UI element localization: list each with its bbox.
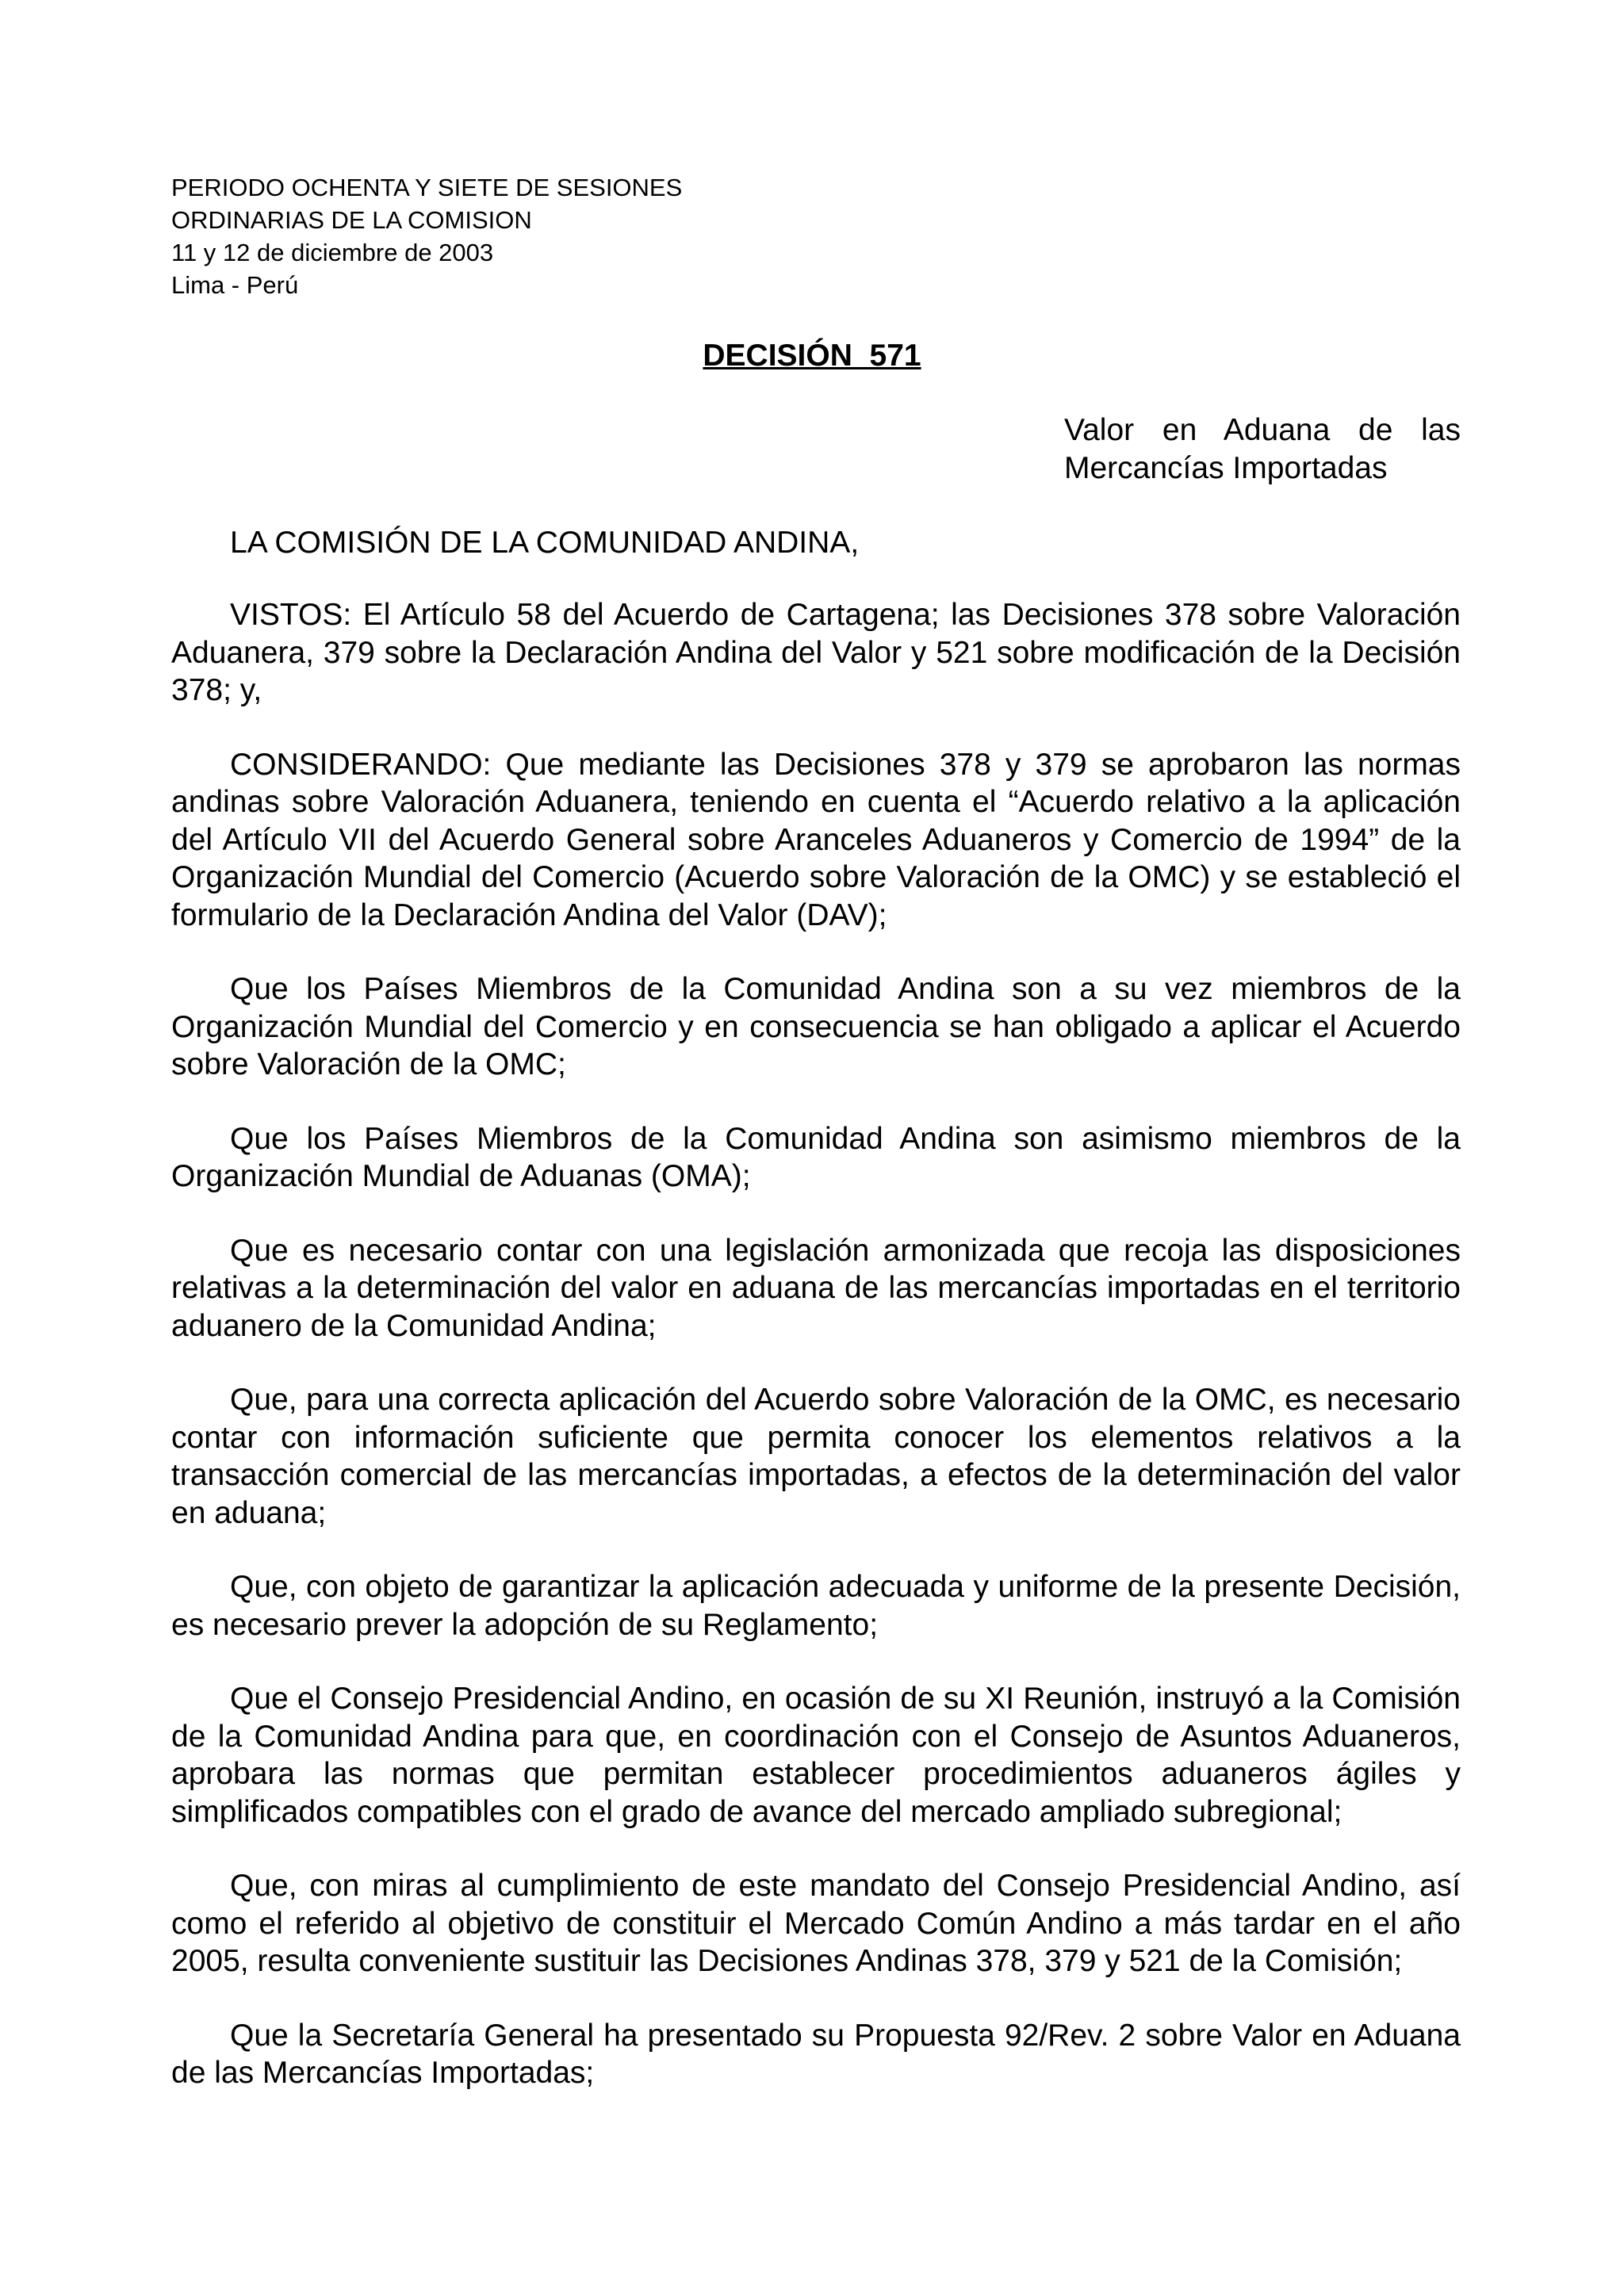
paragraph-information: Que, para una correcta aplicación del Acuerdo sobre Valoración de la OMC, es necesario contar con información suficiente que permita conocer los elementos relativos a la transacción comercial de las mercancías importadas, a efectos de la determinación del valor en aduana;	[171, 1383, 1461, 1530]
decision-subject-line-2: Mercancías Importadas	[1064, 451, 1388, 485]
session-date: 11 y 12 de diciembre de 2003	[171, 239, 494, 266]
paragraph-presidential-council: Que el Consejo Presidencial Andino, en ocasión de su XI Reunión, instruyó a la Comisión de la Comunidad Andina para que, en coordinación con el Consejo de Asuntos Aduaneros, aprobara las normas que permitan establecer procedimientos aduaneros ágiles y simplificados compatibles con el grado de avance del mercado ampliado subregional;	[171, 1682, 1461, 1829]
session-header-line-2: ORDINARIAS DE LA COMISION	[171, 206, 532, 234]
paragraph-oma-members: Que los Países Miembros de la Comunidad Andina son asimismo miembros de la Organización Mundial de Aduanas (OMA);	[171, 1121, 1461, 1193]
decision-title: DECISIÓN 571	[703, 339, 921, 373]
session-header	[171, 171, 682, 301]
paragraph-proposal: Que la Secretaría General ha presentado su Propuesta 92/Rev. 2 sobre Valor en Aduana de las Mercancías Importadas;	[171, 2018, 1461, 2090]
session-header-line-1: PERIODO OCHENTA Y SIETE DE SESIONES	[171, 174, 683, 201]
paragraph-common-market: Que, con miras al cumplimiento de este mandato del Consejo Presidencial Andino, así como el referido al objetivo de constituir el Mercado Común Andino a más tardar en el año 2005, resulta conveniente sustituir las Decisiones Andinas 378, 379 y 521 de la Comisión;	[171, 1869, 1461, 1978]
paragraph-considerando: CONSIDERANDO: Que mediante las Decisiones 378 y 379 se aprobaron las normas andinas sobre Valoración Aduanera, teniendo en cuenta el “Acuerdo relativo a la aplicación del Artículo VII del Acuerdo General sobre Aranceles Aduaneros y Comercio de 1994” de la Organización Mundial del Comercio (Acuerdo sobre Valoración de la OMC) y se estableció el formulario de la Declaración Andina del Valor (DAV);	[171, 747, 1461, 932]
paragraph-vistos: VISTOS: El Artículo 58 del Acuerdo de Cartagena; las Decisiones 378 sobre Valoración Aduanera, 379 sobre la Declaración Andina del Valor y 521 sobre modificación de la Decisión 378; y,	[171, 598, 1461, 707]
paragraph-harmonized-legislation: Que es necesario contar con una legislación armonizada que recoja las disposiciones relativas a la determinación del valor en aduana de las mercancías importadas en el territorio aduanero de la Comunidad Andina;	[171, 1233, 1461, 1343]
paragraph-omc-members: Que los Países Miembros de la Comunidad Andina son a su vez miembros de la Organización Mundial del Comercio y en consecuencia se han obligado a aplicar el Acuerdo sobre Valoración de la OMC;	[171, 972, 1461, 1081]
decision-subject	[1064, 411, 1461, 488]
decision-subject-line-1: Valor en Aduana de las	[1064, 413, 1461, 447]
session-location: Lima - Perú	[171, 271, 299, 299]
paragraph-regulation: Que, con objeto de garantizar la aplicación adecuada y uniforme de la presente Decisión, es necesario prever la adopción de su Reglamento;	[171, 1570, 1461, 1642]
body-text	[171, 596, 1461, 2129]
commission-heading: LA COMISIÓN DE LA COMUNIDAD ANDINA,	[230, 526, 860, 560]
